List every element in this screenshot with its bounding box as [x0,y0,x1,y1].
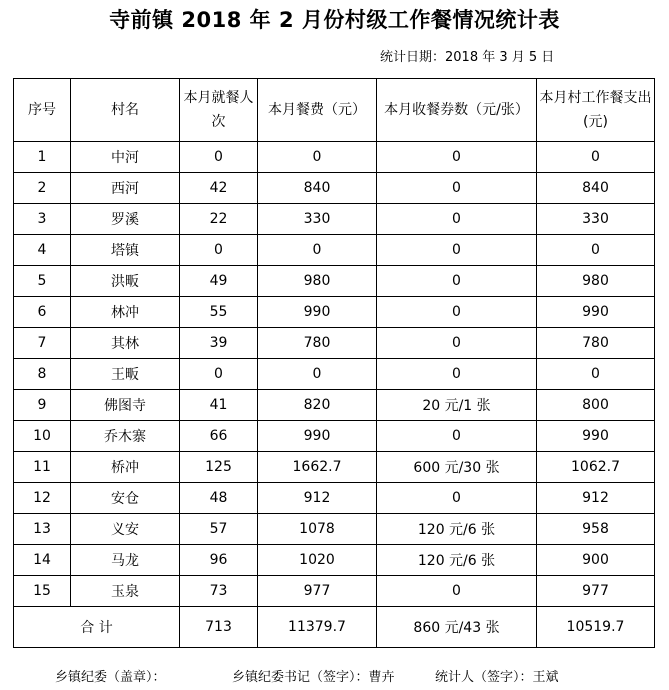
table-header-row [14,79,655,142]
table-row [14,483,655,514]
cell-coupons: 0 [377,204,537,235]
cell-coupons: 0 [377,421,537,452]
header-coupons: 本月收餐券数（元/张） [377,79,537,142]
cell-diners: 0 [180,142,258,173]
table-row [14,142,655,173]
total-coupons: 860 元/43 张 [377,607,537,648]
cell-village: 玉泉 [71,576,180,607]
cell-expense: 958 [537,514,655,545]
cell-fee: 980 [258,266,377,297]
cell-diners: 49 [180,266,258,297]
cell-diners: 57 [180,514,258,545]
cell-diners: 42 [180,173,258,204]
footer-secretary: 乡镇纪委书记（签字）：曹卉 [232,670,395,685]
cell-coupons: 0 [377,576,537,607]
cell-no: 12 [14,483,71,514]
table-row [14,204,655,235]
total-expense: 10519.7 [537,607,655,648]
cell-expense: 912 [537,483,655,514]
cell-no: 5 [14,266,71,297]
cell-coupons: 120 元/6 张 [377,514,537,545]
cell-fee: 330 [258,204,377,235]
cell-fee: 0 [258,142,377,173]
cell-village: 义安 [71,514,180,545]
cell-coupons: 20 元/1 张 [377,390,537,421]
total-row [14,607,655,648]
table-row [14,576,655,607]
cell-coupons: 0 [377,266,537,297]
cell-diners: 0 [180,359,258,390]
cell-fee: 1078 [258,514,377,545]
cell-village: 佛图寺 [71,390,180,421]
cell-no: 6 [14,297,71,328]
cell-coupons: 0 [377,297,537,328]
cell-expense: 990 [537,297,655,328]
cell-diners: 73 [180,576,258,607]
cell-no: 11 [14,452,71,483]
cell-village: 塔镇 [71,235,180,266]
cell-diners: 41 [180,390,258,421]
cell-expense: 840 [537,173,655,204]
cell-expense: 800 [537,390,655,421]
cell-expense: 980 [537,266,655,297]
cell-expense: 977 [537,576,655,607]
cell-diners: 96 [180,545,258,576]
cell-village: 中河 [71,142,180,173]
cell-diners: 0 [180,235,258,266]
cell-fee: 990 [258,297,377,328]
cell-no: 1 [14,142,71,173]
cell-fee: 840 [258,173,377,204]
table-row [14,328,655,359]
cell-expense: 780 [537,328,655,359]
header-fee: 本月餐费（元） [258,79,377,142]
cell-expense: 990 [537,421,655,452]
table-row [14,545,655,576]
cell-no: 14 [14,545,71,576]
cell-village: 洪畈 [71,266,180,297]
header-no: 序号 [14,79,71,142]
cell-expense: 1062.7 [537,452,655,483]
table-row [14,173,655,204]
header-village: 村名 [71,79,180,142]
cell-diners: 48 [180,483,258,514]
table-row [14,235,655,266]
cell-no: 10 [14,421,71,452]
cell-village: 其林 [71,328,180,359]
cell-expense: 0 [537,235,655,266]
header-expense: 本月村工作餐支出(元) [537,79,655,142]
cell-no: 3 [14,204,71,235]
cell-no: 4 [14,235,71,266]
cell-no: 2 [14,173,71,204]
footer-seal: 乡镇纪委（盖章）： [55,670,166,685]
cell-village: 桥冲 [71,452,180,483]
cell-fee: 990 [258,421,377,452]
cell-diners: 125 [180,452,258,483]
table-row [14,266,655,297]
cell-coupons: 0 [377,328,537,359]
cell-no: 7 [14,328,71,359]
table-row [14,359,655,390]
statistics-date: 统计日期：2018 年 3 月 5 日 [380,50,555,65]
cell-village: 西河 [71,173,180,204]
header-diners: 本月就餐人次 [180,79,258,142]
cell-fee: 780 [258,328,377,359]
cell-expense: 330 [537,204,655,235]
total-fee: 11379.7 [258,607,377,648]
statistics-table [13,78,655,648]
cell-diners: 66 [180,421,258,452]
cell-no: 15 [14,576,71,607]
cell-expense: 900 [537,545,655,576]
table-row [14,514,655,545]
total-diners: 713 [180,607,258,648]
cell-village: 王畈 [71,359,180,390]
cell-coupons: 0 [377,142,537,173]
cell-village: 林冲 [71,297,180,328]
cell-fee: 912 [258,483,377,514]
cell-diners: 22 [180,204,258,235]
cell-village: 马龙 [71,545,180,576]
total-label: 合 计 [14,607,180,648]
cell-diners: 39 [180,328,258,359]
cell-no: 13 [14,514,71,545]
cell-fee: 820 [258,390,377,421]
table-row [14,390,655,421]
cell-expense: 0 [537,359,655,390]
cell-expense: 0 [537,142,655,173]
cell-no: 8 [14,359,71,390]
cell-fee: 1662.7 [258,452,377,483]
cell-fee: 977 [258,576,377,607]
footer-statistician: 统计人（签字）：王斌 [435,670,559,685]
document-title: 寺前镇 2018 年 2 月份村级工作餐情况统计表 [109,8,560,32]
table-row [14,421,655,452]
cell-coupons: 0 [377,359,537,390]
cell-coupons: 0 [377,173,537,204]
cell-fee: 1020 [258,545,377,576]
cell-village: 罗溪 [71,204,180,235]
cell-diners: 55 [180,297,258,328]
cell-fee: 0 [258,359,377,390]
table-row [14,452,655,483]
cell-village: 安仓 [71,483,180,514]
cell-no: 9 [14,390,71,421]
cell-coupons: 0 [377,483,537,514]
cell-coupons: 120 元/6 张 [377,545,537,576]
cell-village: 乔木寨 [71,421,180,452]
cell-coupons: 0 [377,235,537,266]
cell-fee: 0 [258,235,377,266]
table-row [14,297,655,328]
cell-coupons: 600 元/30 张 [377,452,537,483]
